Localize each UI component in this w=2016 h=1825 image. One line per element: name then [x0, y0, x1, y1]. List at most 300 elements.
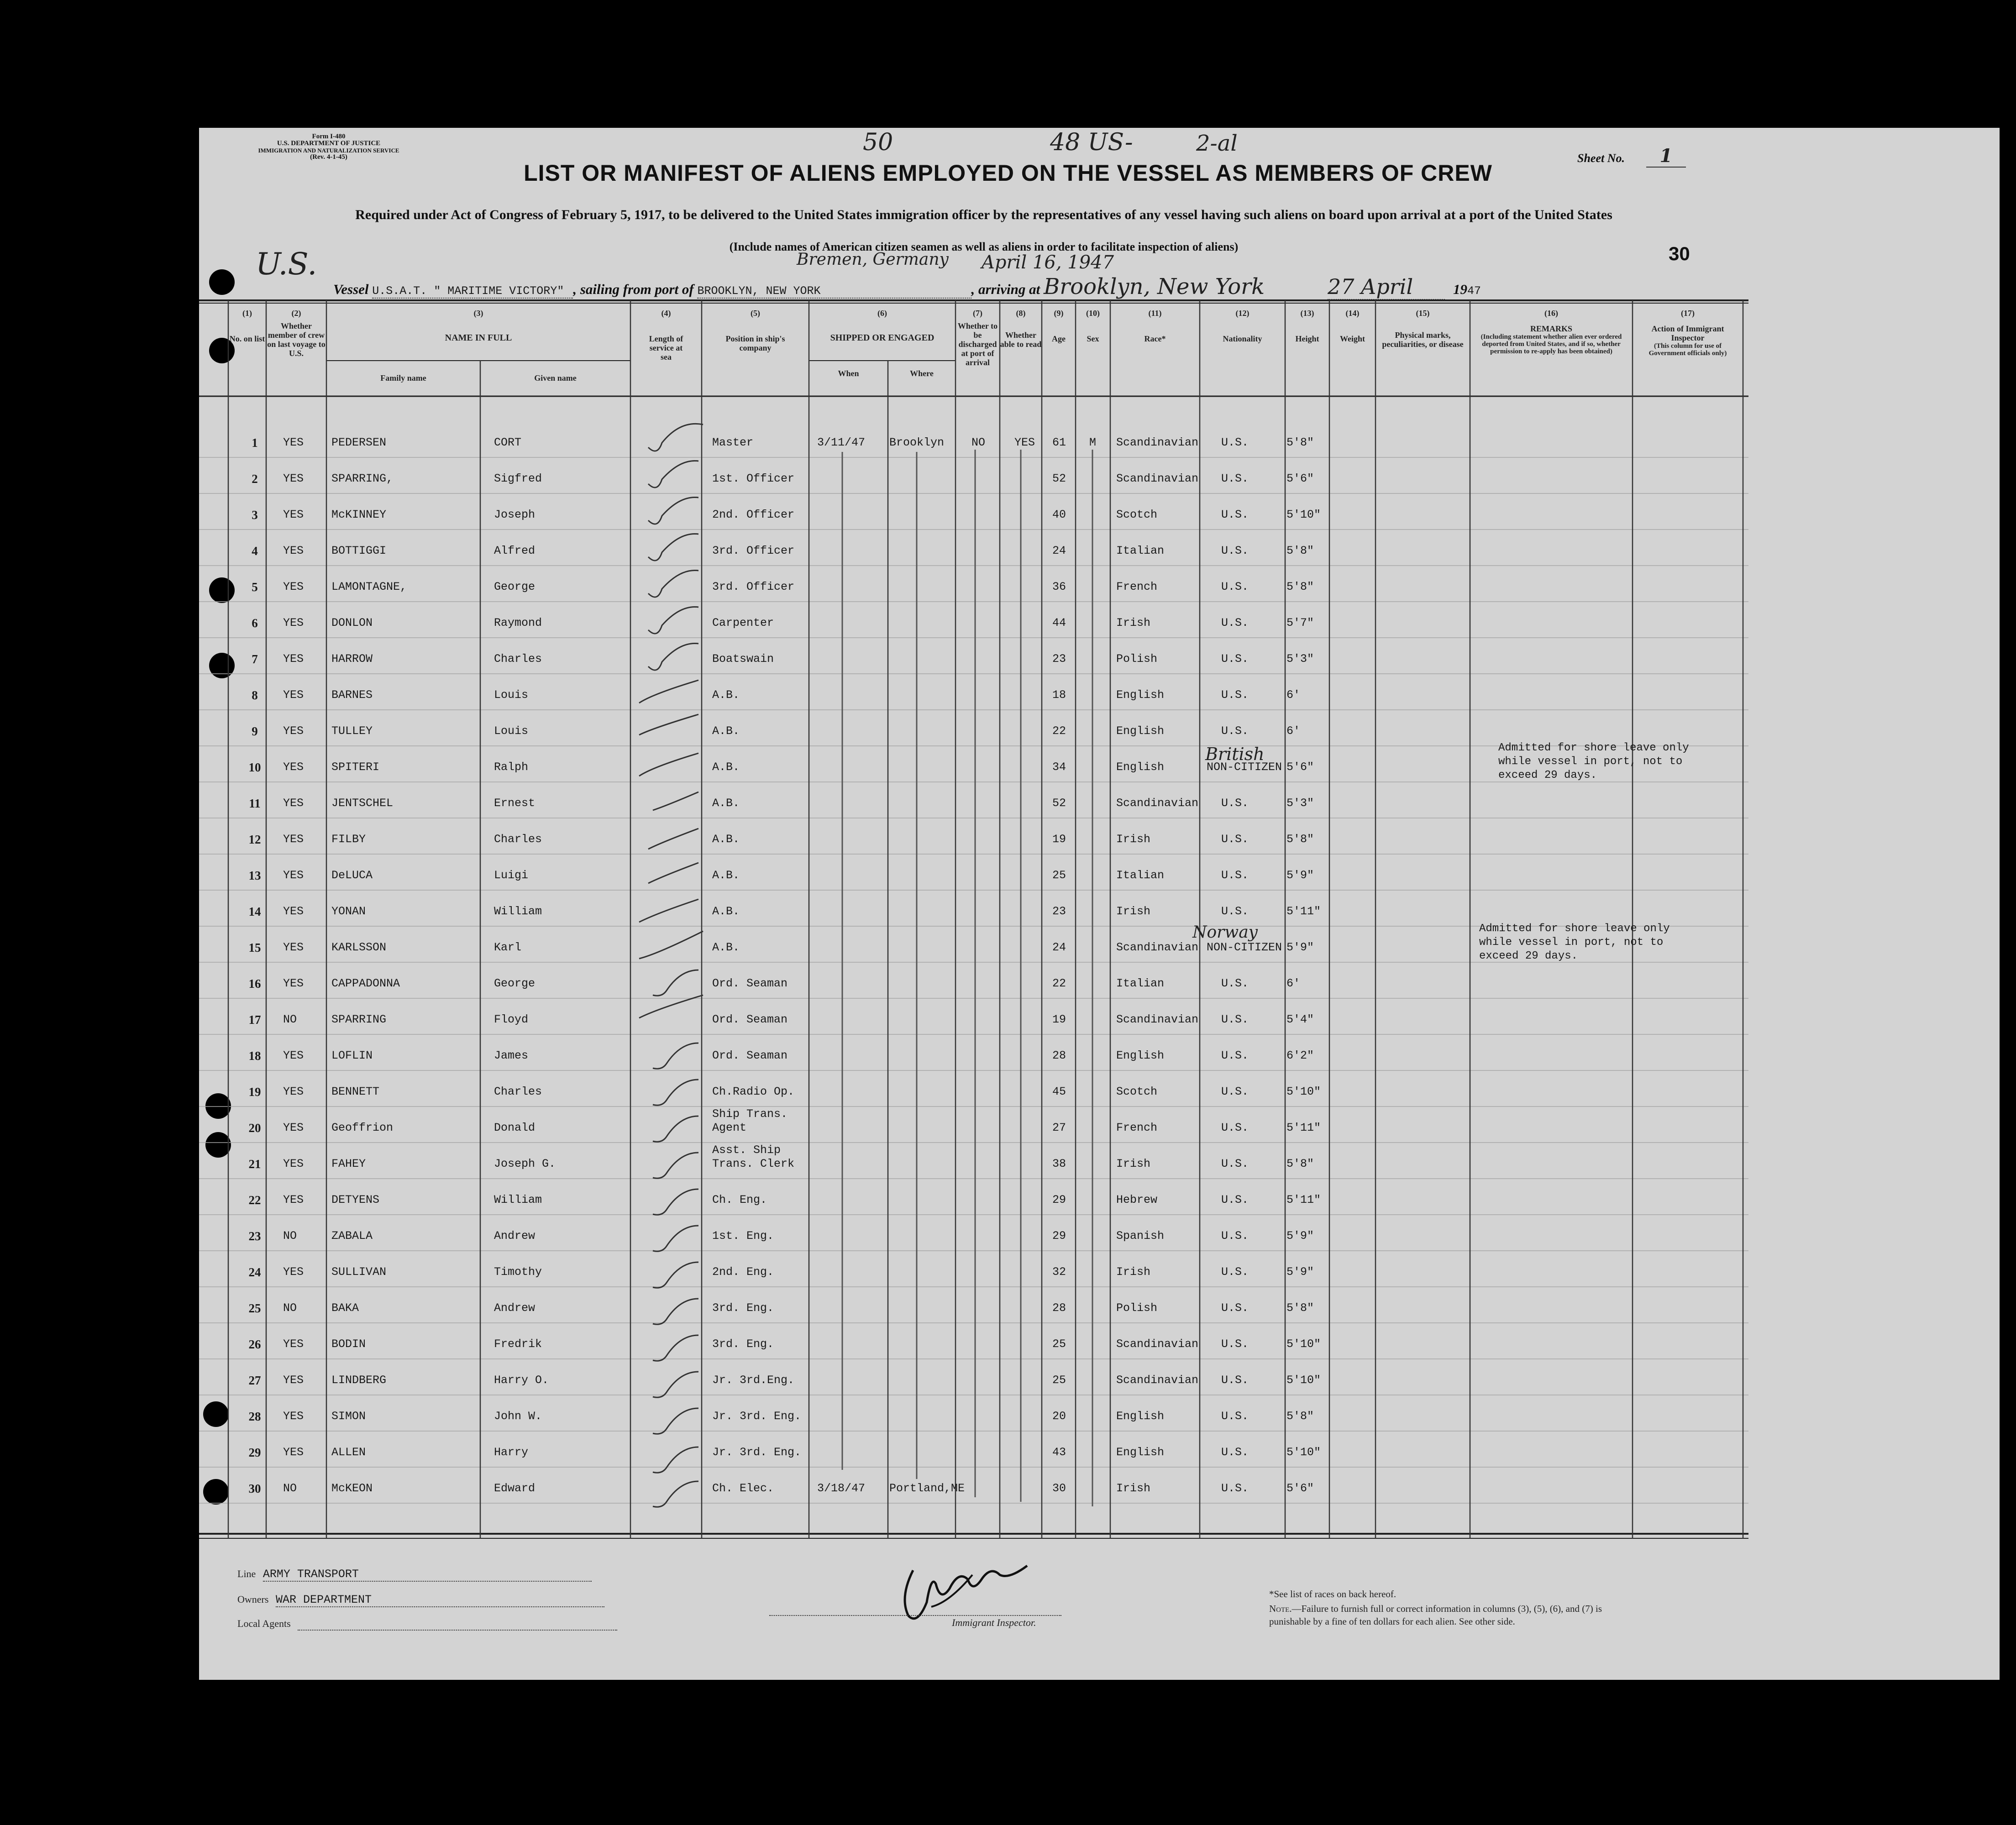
- age-cell: 32: [1052, 1265, 1066, 1279]
- nationality-cell: U.S.: [1221, 1157, 1249, 1170]
- position-cell: Ship Trans. Agent: [712, 1107, 788, 1134]
- nationality-cell: U.S.: [1221, 1410, 1249, 1423]
- voyage-cell: YES: [283, 1157, 304, 1170]
- height-cell: 5'9": [1286, 1229, 1314, 1243]
- race-cell: Irish: [1116, 905, 1151, 918]
- sheet-value: 1: [1646, 145, 1686, 168]
- age-cell: 28: [1052, 1301, 1066, 1315]
- family-name-cell: CAPPADONNA: [331, 977, 400, 990]
- nationality-cell: U.S.: [1221, 508, 1249, 521]
- voyage-cell: YES: [283, 724, 304, 738]
- height-cell: 6': [1286, 724, 1301, 738]
- position-cell: Asst. Ship Trans. Clerk: [712, 1143, 795, 1170]
- subtitle-include: (Include names of American citizen seamen as well as aliens in order to facilitate inspection of aliens): [729, 240, 1239, 253]
- nationality-cell: U.S.: [1221, 616, 1249, 629]
- race-cell: Irish: [1116, 1157, 1151, 1170]
- row-number: 26: [248, 1337, 261, 1351]
- age-cell: 25: [1052, 869, 1066, 882]
- page-count: 30: [1669, 243, 1690, 264]
- family-name-cell: FAHEY: [331, 1157, 366, 1170]
- position-cell: Ch.Radio Op.: [712, 1085, 795, 1098]
- nationality-cell: U.S.: [1221, 436, 1249, 449]
- col-header-6: (6) SHIPPED OR ENGAGED: [830, 309, 934, 343]
- row-number: 21: [248, 1157, 261, 1171]
- row-number: 5: [252, 580, 258, 594]
- form-number: Form I-480: [312, 133, 346, 140]
- position-cell: A.B.: [712, 724, 740, 738]
- voyage-cell: YES: [283, 797, 304, 810]
- family-name-cell: SPARRING,: [331, 472, 394, 485]
- col-header-14: (14) Weight: [1339, 309, 1365, 343]
- voyage-cell: YES: [283, 941, 304, 954]
- voyage-cell: YES: [283, 1049, 304, 1062]
- family-name-cell: ALLEN: [331, 1446, 366, 1459]
- nationality-cell: NON-CITIZEN: [1207, 941, 1282, 954]
- given-name-cell: Louis: [494, 724, 529, 738]
- row-number: 12: [248, 833, 261, 846]
- height-cell: 5'10": [1286, 1446, 1321, 1459]
- given-name-cell: CORT: [494, 436, 522, 449]
- year-prefix: 19: [1453, 281, 1467, 297]
- family-name-cell: SPITERI: [331, 760, 380, 774]
- family-name-cell: BENNETT: [331, 1085, 380, 1098]
- given-name-cell: Ralph: [494, 760, 529, 774]
- footer-agents: Local Agents: [237, 1618, 617, 1631]
- col-header-10: (10) Sex: [1086, 309, 1100, 343]
- row-number: 28: [248, 1410, 261, 1423]
- position-cell: Jr. 3rd. Eng.: [712, 1446, 802, 1459]
- height-cell: 5'3": [1286, 797, 1314, 810]
- family-name-cell: LAMONTAGNE,: [331, 580, 407, 593]
- given-name-cell: Louis: [494, 688, 529, 702]
- age-cell: 52: [1052, 797, 1066, 810]
- row-number: 19: [248, 1085, 261, 1099]
- age-cell: 29: [1052, 1229, 1066, 1243]
- height-cell: 5'10": [1286, 1337, 1321, 1351]
- nationality-cell: U.S.: [1221, 869, 1249, 882]
- family-name-cell: McKINNEY: [331, 508, 387, 521]
- handwritten-nationality-row10: British: [1205, 744, 1265, 764]
- row-number: 2: [252, 472, 258, 486]
- voyage-cell: YES: [283, 508, 304, 521]
- given-name-cell: Raymond: [494, 616, 542, 629]
- nationality-cell: U.S.: [1221, 544, 1249, 557]
- col-header-15: (15) Physical marks, peculiarities, or disease: [1382, 309, 1464, 349]
- family-name-cell: YONAN: [331, 905, 366, 918]
- height-cell: 5'6": [1286, 472, 1314, 485]
- race-cell: Polish: [1116, 652, 1158, 666]
- height-cell: 5'6": [1286, 1482, 1314, 1495]
- vessel-label: Vessel: [333, 281, 369, 297]
- shipped-where-cell: Portland,ME: [889, 1482, 965, 1495]
- given-name-cell: John W.: [494, 1410, 542, 1423]
- family-name-cell: McKEON: [331, 1482, 373, 1495]
- age-cell: 25: [1052, 1337, 1066, 1351]
- age-cell: 24: [1052, 941, 1066, 954]
- nationality-cell: U.S.: [1221, 688, 1249, 702]
- age-cell: 44: [1052, 616, 1066, 629]
- race-cell: Italian: [1116, 977, 1165, 990]
- row-number: 6: [252, 616, 258, 630]
- position-cell: A.B.: [712, 760, 740, 774]
- nationality-cell: U.S.: [1221, 1049, 1249, 1062]
- shipped-when-cell: 3/18/47: [817, 1482, 866, 1495]
- position-cell: 3rd. Eng.: [712, 1337, 774, 1351]
- failure-note: Note.—Failure to furnish full or correct information in columns (3), (5), (6), and (7) is punishable by a fine of ten dollars for each alien. See other side.: [1269, 1603, 1602, 1627]
- col-header-when: When: [838, 369, 859, 378]
- form-service: IMMIGRATION AND NATURALIZATION SERVICE: [258, 147, 399, 154]
- shipped-where-cell: Brooklyn: [889, 436, 945, 449]
- race-cell: French: [1116, 1121, 1158, 1134]
- top-annotation-3: 2-al: [1196, 131, 1238, 156]
- row-number: 9: [252, 724, 258, 738]
- handwritten-nationality-row15: Norway: [1192, 923, 1258, 942]
- voyage-cell: YES: [283, 869, 304, 882]
- family-name-cell: Geoffrion: [331, 1121, 394, 1134]
- races-note: *See list of races on back hereof.: [1269, 1589, 1396, 1599]
- voyage-cell: YES: [283, 977, 304, 990]
- family-name-cell: BODIN: [331, 1337, 366, 1351]
- age-cell: 20: [1052, 1410, 1066, 1423]
- discharged-cell: NO: [971, 436, 986, 449]
- age-cell: 40: [1052, 508, 1066, 521]
- col-header-where: Where: [910, 369, 934, 378]
- col-header-family: Family name: [380, 373, 426, 383]
- given-name-cell: Timothy: [494, 1265, 542, 1279]
- row-number: 30: [248, 1482, 261, 1495]
- row-number: 17: [248, 1013, 261, 1027]
- col-header-3: (3) NAME IN FULL: [445, 309, 512, 343]
- row-number: 23: [248, 1229, 261, 1243]
- nationality-cell: U.S.: [1221, 1374, 1249, 1387]
- col-header-given: Given name: [534, 373, 577, 383]
- age-cell: 61: [1052, 436, 1066, 449]
- nationality-cell: U.S.: [1221, 652, 1249, 666]
- nationality-cell: NON-CITIZEN: [1207, 760, 1282, 774]
- family-name-cell: SULLIVAN: [331, 1265, 387, 1279]
- race-cell: Irish: [1116, 1265, 1151, 1279]
- sheet-label: Sheet No.: [1577, 152, 1625, 165]
- nationality-cell: U.S.: [1221, 1121, 1249, 1134]
- arrival-date: 27 April: [1328, 274, 1445, 300]
- given-name-cell: Karl: [494, 941, 522, 954]
- given-name-cell: Andrew: [494, 1301, 536, 1315]
- col-header-2: (2) Whether member of crew on last voyage to U.S.: [267, 309, 326, 358]
- position-cell: Master: [712, 436, 754, 449]
- race-cell: English: [1116, 1410, 1165, 1423]
- nationality-cell: U.S.: [1221, 724, 1249, 738]
- col-header-7: (7) Whether to be discharged at port of arrival: [957, 309, 998, 367]
- col-header-17: (17) Action of Immigrant Inspector (This column for use of Government officials only): [1648, 309, 1727, 357]
- age-cell: 34: [1052, 760, 1066, 774]
- position-cell: A.B.: [712, 833, 740, 846]
- nationality-cell: U.S.: [1221, 905, 1249, 918]
- row-number: 10: [248, 760, 261, 774]
- age-cell: 19: [1052, 1013, 1066, 1026]
- row-number: 16: [248, 977, 261, 991]
- age-cell: 22: [1052, 977, 1066, 990]
- remarks-row14: Admitted for shore leave only while vessel in port, not to exceed 29 days.: [1479, 923, 1670, 962]
- family-name-cell: TULLEY: [331, 724, 373, 738]
- position-cell: 2nd. Officer: [712, 508, 795, 521]
- given-name-cell: Joseph G.: [494, 1157, 556, 1170]
- handwritten-port: Bremen, Germany: [797, 250, 949, 269]
- race-cell: Irish: [1116, 1482, 1151, 1495]
- height-cell: 5'8": [1286, 833, 1314, 846]
- position-cell: Ord. Seaman: [712, 1013, 788, 1026]
- height-cell: 5'8": [1286, 544, 1314, 557]
- row-number: 7: [252, 652, 258, 666]
- position-cell: Ch. Eng.: [712, 1193, 767, 1206]
- voyage-cell: YES: [283, 905, 304, 918]
- row-number: 20: [248, 1121, 261, 1135]
- age-cell: 28: [1052, 1049, 1066, 1062]
- family-name-cell: DeLUCA: [331, 869, 373, 882]
- family-name-cell: SPARRING: [331, 1013, 387, 1026]
- family-name-cell: LOFLIN: [331, 1049, 373, 1062]
- sex-cell: M: [1089, 436, 1097, 449]
- family-name-cell: KARLSSON: [331, 941, 387, 954]
- position-cell: 1st. Eng.: [712, 1229, 774, 1243]
- year-value: 47: [1467, 284, 1481, 298]
- age-cell: 36: [1052, 580, 1066, 593]
- row-number: 25: [248, 1301, 261, 1315]
- nationality-cell: U.S.: [1221, 977, 1249, 990]
- race-cell: English: [1116, 760, 1165, 774]
- age-cell: 27: [1052, 1121, 1066, 1134]
- form-dept: U.S. DEPARTMENT OF JUSTICE: [277, 140, 381, 147]
- height-cell: 5'11": [1286, 1121, 1321, 1134]
- given-name-cell: Sigfred: [494, 472, 542, 485]
- height-cell: 5'10": [1286, 508, 1321, 521]
- nationality-cell: U.S.: [1221, 1229, 1249, 1243]
- given-name-cell: Edward: [494, 1482, 536, 1495]
- row-number: 18: [248, 1049, 261, 1063]
- nationality-cell: U.S.: [1221, 1085, 1249, 1098]
- height-cell: 5'8": [1286, 580, 1314, 593]
- nationality-cell: U.S.: [1221, 580, 1249, 593]
- height-cell: 6': [1286, 977, 1301, 990]
- inspector-label: Immigrant Inspector.: [952, 1617, 1036, 1628]
- voyage-cell: YES: [283, 688, 304, 702]
- col-header-4: (4) Length of service at sea: [649, 309, 683, 362]
- voyage-cell: YES: [283, 833, 304, 846]
- height-cell: 5'8": [1286, 1157, 1314, 1170]
- arriving-port: Brooklyn, New York: [1044, 274, 1292, 300]
- line-value: ARMY TRANSPORT: [263, 1568, 592, 1582]
- vessel-name: U.S.A.T. " MARITIME VICTORY": [372, 284, 573, 299]
- family-name-cell: PEDERSEN: [331, 436, 387, 449]
- owners-value: WAR DEPARTMENT: [276, 1593, 604, 1607]
- position-cell: Ch. Elec.: [712, 1482, 774, 1495]
- shipped-when-cell: 3/11/47: [817, 436, 866, 449]
- family-name-cell: BAKA: [331, 1301, 359, 1315]
- position-cell: 2nd. Eng.: [712, 1265, 774, 1279]
- position-cell: Jr. 3rd. Eng.: [712, 1410, 802, 1423]
- position-cell: 3rd. Officer: [712, 544, 795, 557]
- row-number: 13: [248, 869, 261, 882]
- given-name-cell: Donald: [494, 1121, 536, 1134]
- height-cell: 5'11": [1286, 905, 1321, 918]
- height-cell: 6': [1286, 688, 1301, 702]
- family-name-cell: HARROW: [331, 652, 373, 666]
- height-cell: 5'4": [1286, 1013, 1314, 1026]
- age-cell: 45: [1052, 1085, 1066, 1098]
- family-name-cell: ZABALA: [331, 1229, 373, 1243]
- top-annotation-2: 48 US-: [1050, 129, 1133, 156]
- age-cell: 29: [1052, 1193, 1066, 1206]
- given-name-cell: Harry: [494, 1446, 529, 1459]
- position-cell: 1st. Officer: [712, 472, 795, 485]
- row-number: 27: [248, 1374, 261, 1387]
- age-cell: 22: [1052, 724, 1066, 738]
- row-number: 22: [248, 1193, 261, 1207]
- voyage-cell: YES: [283, 1337, 304, 1351]
- given-name-cell: Alfred: [494, 544, 536, 557]
- race-cell: English: [1116, 688, 1165, 702]
- age-cell: 43: [1052, 1446, 1066, 1459]
- race-cell: Irish: [1116, 833, 1151, 846]
- race-cell: Italian: [1116, 544, 1165, 557]
- position-cell: A.B.: [712, 941, 740, 954]
- position-cell: 3rd. Eng.: [712, 1301, 774, 1315]
- height-cell: 5'11": [1286, 1193, 1321, 1206]
- race-cell: Scandinavian: [1116, 472, 1199, 485]
- height-cell: 5'8": [1286, 1410, 1314, 1423]
- given-name-cell: Floyd: [494, 1013, 529, 1026]
- height-cell: 5'9": [1286, 869, 1314, 882]
- height-cell: 5'10": [1286, 1374, 1321, 1387]
- race-cell: Scotch: [1116, 508, 1158, 521]
- height-cell: 5'9": [1286, 1265, 1314, 1279]
- age-cell: 52: [1052, 472, 1066, 485]
- voyage-cell: YES: [283, 1410, 304, 1423]
- voyage-cell: NO: [283, 1482, 297, 1495]
- age-cell: 18: [1052, 688, 1066, 702]
- voyage-cell: YES: [283, 580, 304, 593]
- voyage-cell: NO: [283, 1301, 297, 1315]
- nationality-cell: U.S.: [1221, 472, 1249, 485]
- col-header-16: (16) REMARKS (Including statement whether alien ever ordered deported from United States, and if so, whether permission to re-apply has been obtained): [1480, 309, 1622, 355]
- position-cell: A.B.: [712, 905, 740, 918]
- height-cell: 5'8": [1286, 1301, 1314, 1315]
- given-name-cell: William: [494, 905, 542, 918]
- row-number: 3: [252, 508, 258, 522]
- race-cell: Polish: [1116, 1301, 1158, 1315]
- family-name-cell: JENTSCHEL: [331, 797, 394, 810]
- age-cell: 19: [1052, 833, 1066, 846]
- given-name-cell: Luigi: [494, 869, 529, 882]
- family-name-cell: FILBY: [331, 833, 366, 846]
- race-cell: Scandinavian: [1116, 797, 1199, 810]
- family-name-cell: DONLON: [331, 616, 373, 629]
- race-cell: Scandinavian: [1116, 436, 1199, 449]
- position-cell: Jr. 3rd.Eng.: [712, 1374, 795, 1387]
- col-header-12: (12) Nationality: [1223, 309, 1262, 343]
- nationality-cell: U.S.: [1221, 833, 1249, 846]
- col-header-13: (13) Height: [1295, 309, 1319, 343]
- row-number: 24: [248, 1265, 261, 1279]
- race-cell: Scandinavian: [1116, 1013, 1199, 1026]
- family-name-cell: SIMON: [331, 1410, 366, 1423]
- family-name-cell: BARNES: [331, 688, 373, 702]
- position-cell: A.B.: [712, 688, 740, 702]
- height-cell: 5'10": [1286, 1085, 1321, 1098]
- given-name-cell: James: [494, 1049, 529, 1062]
- position-cell: Ord. Seaman: [712, 977, 788, 990]
- race-cell: Scandinavian: [1116, 1374, 1199, 1387]
- row-number: 14: [248, 905, 261, 918]
- given-name-cell: Fredrik: [494, 1337, 542, 1351]
- voyage-cell: YES: [283, 760, 304, 774]
- race-cell: English: [1116, 1049, 1165, 1062]
- col-header-5: (5) Position in ship's company: [725, 309, 785, 352]
- height-cell: 5'6": [1286, 760, 1314, 774]
- age-cell: 24: [1052, 544, 1066, 557]
- voyage-cell: NO: [283, 1229, 297, 1243]
- race-cell: Scotch: [1116, 1085, 1158, 1098]
- col-header-9: (9) Age: [1052, 309, 1066, 343]
- top-annotation-1: 50: [863, 129, 893, 156]
- nationality-cell: U.S.: [1221, 1265, 1249, 1279]
- nationality-cell: U.S.: [1221, 1301, 1249, 1315]
- given-name-cell: Charles: [494, 652, 542, 666]
- footer-owners: Owners WAR DEPARTMENT: [237, 1593, 604, 1607]
- service-checkmarks: [639, 424, 703, 1507]
- us-mark: U.S.: [256, 246, 317, 282]
- arriving-label: , arriving at: [971, 281, 1040, 297]
- subtitle-act: Required under Act of Congress of February 5, 1917, to be delivered to the United States immigration officer by the representatives of any vessel having such aliens on board upon arrival at a port of the United States: [355, 207, 1612, 222]
- row-number: 11: [249, 797, 261, 810]
- col-header-1: (1) No. on list: [229, 309, 265, 343]
- given-name-cell: Charles: [494, 1085, 542, 1098]
- voyage-cell: YES: [283, 1121, 304, 1134]
- height-cell: 6'2": [1286, 1049, 1314, 1062]
- voyage-cell: YES: [283, 1374, 304, 1387]
- col-header-8: (8) Whether able to read: [1000, 309, 1042, 349]
- nationality-cell: U.S.: [1221, 1193, 1249, 1206]
- voyage-cell: YES: [283, 1085, 304, 1098]
- race-cell: Irish: [1116, 616, 1151, 629]
- remarks-row9: Admitted for shore leave only while vessel in port, not to exceed 29 days.: [1498, 742, 1689, 781]
- position-cell: Carpenter: [712, 616, 774, 629]
- given-name-cell: Charles: [494, 833, 542, 846]
- race-cell: Hebrew: [1116, 1193, 1158, 1206]
- position-cell: Ord. Seaman: [712, 1049, 788, 1062]
- position-cell: A.B.: [712, 797, 740, 810]
- row-number: 15: [248, 941, 261, 954]
- given-name-cell: Ernest: [494, 797, 536, 810]
- age-cell: 23: [1052, 905, 1066, 918]
- footer-line: Line ARMY TRANSPORT: [237, 1568, 592, 1582]
- voyage-cell: YES: [283, 652, 304, 666]
- height-cell: 5'8": [1286, 436, 1314, 449]
- row-number: 4: [252, 544, 258, 558]
- sailing-label: , sailing from port of: [573, 281, 694, 297]
- voyage-cell: YES: [283, 544, 304, 557]
- voyage-cell: YES: [283, 472, 304, 485]
- given-name-cell: William: [494, 1193, 542, 1206]
- age-cell: 30: [1052, 1482, 1066, 1495]
- inspector-line: [769, 1615, 1061, 1616]
- nationality-cell: U.S.: [1221, 797, 1249, 810]
- nationality-cell: U.S.: [1221, 1446, 1249, 1459]
- race-cell: Scandinavian: [1116, 941, 1199, 954]
- nationality-cell: U.S.: [1221, 1482, 1249, 1495]
- row-number: 1: [252, 436, 258, 450]
- voyage-cell: YES: [283, 1193, 304, 1206]
- position-cell: 3rd. Officer: [712, 580, 795, 593]
